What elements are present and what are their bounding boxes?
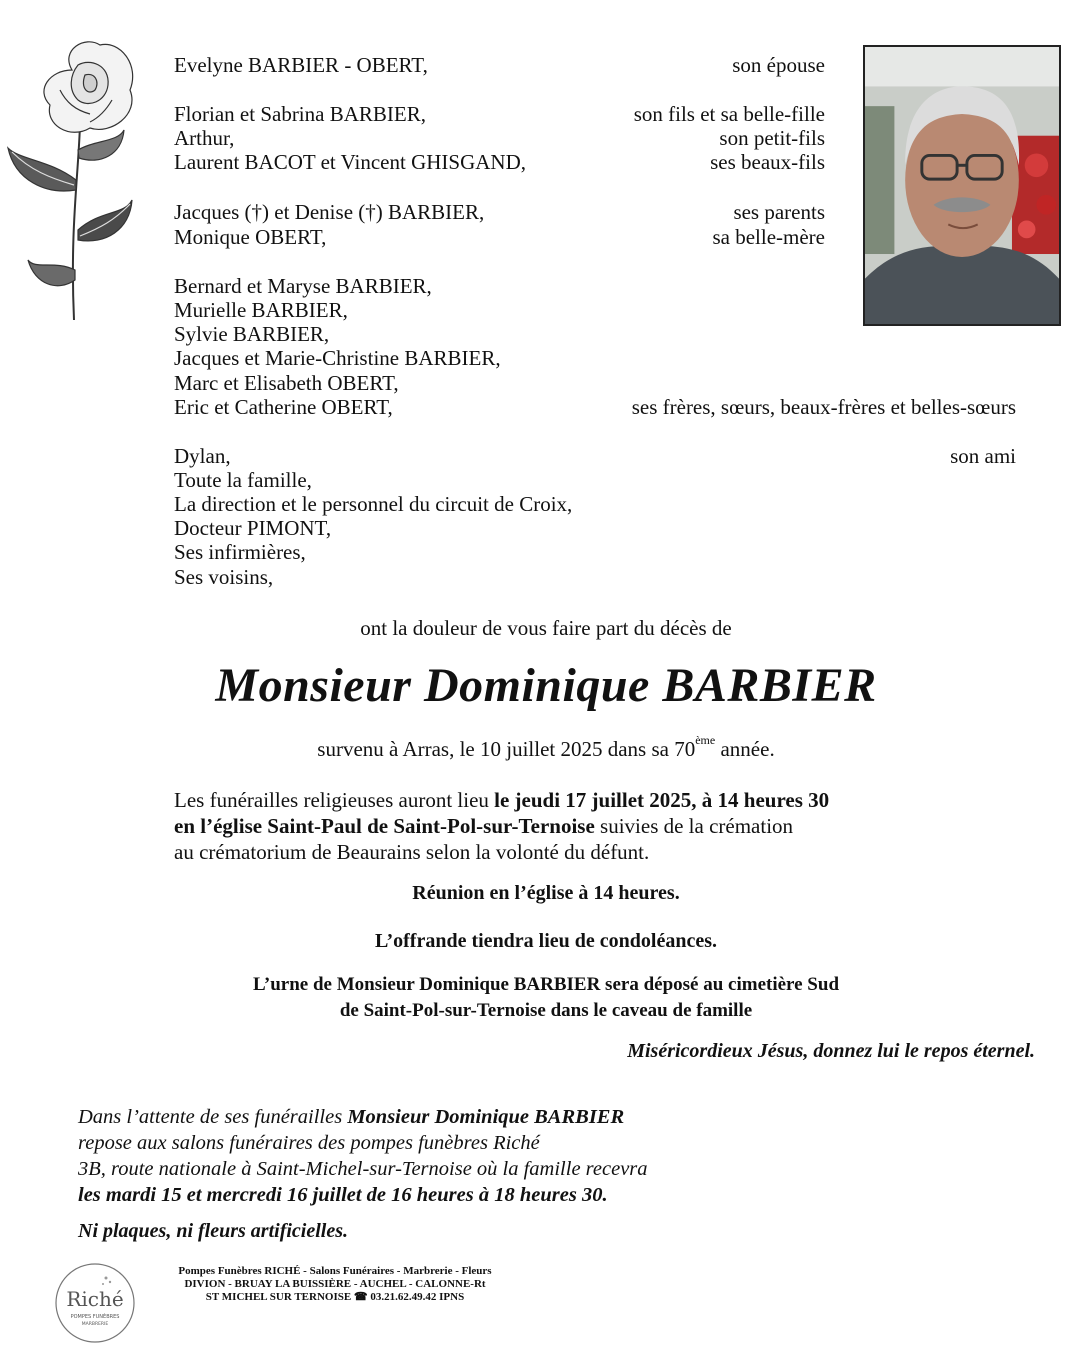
footer-line2: DIVION - BRUAY LA BUISSIÈRE - AUCHEL - CALONNE-Rt [184, 1278, 486, 1290]
family-row [174, 515, 1016, 541]
family-row [174, 491, 1016, 517]
riche-logo [54, 1262, 136, 1344]
family-name: Evelyne BARBIER - OBERT, [174, 53, 428, 77]
logo-sub2: MARBRERIE [81, 1322, 109, 1327]
family-name: Toute la famille, [174, 468, 312, 492]
family-row [174, 394, 1016, 420]
footer-line1: Pompes Funèbres RICHÉ - Salons Funéraires - Marbrerie - Fleurs [178, 1265, 492, 1277]
family-name: Murielle BARBIER, [174, 298, 348, 322]
family-name: Jacques et Marie-Christine BARBIER, [174, 346, 501, 370]
family-row [174, 224, 825, 250]
family-row [174, 370, 825, 396]
family-relation: son ami [950, 444, 1016, 468]
no-flowers-text: Ni plaques, ni fleurs artificielles. [78, 1220, 348, 1242]
family-name: Marc et Elisabeth OBERT, [174, 371, 399, 395]
family-row [174, 125, 825, 151]
deceased-name: Monsieur Dominique BARBIER [215, 659, 877, 712]
family-name: Jacques (†) et Denise (†) BARBIER, [174, 200, 485, 224]
intro-text: ont la douleur de vous faire part du décès de [360, 616, 732, 640]
family-row [174, 345, 825, 371]
logo-name: Riché [66, 1287, 124, 1311]
family-row [174, 199, 825, 225]
family-row [174, 297, 825, 323]
offrande-text: L’offrande tiendra lieu de condoléances. [374, 930, 718, 952]
family-name: Sylvie BARBIER, [174, 322, 330, 346]
family-row [174, 149, 825, 175]
family-name: Bernard et Maryse BARBIER, [174, 274, 432, 298]
family-name: Ses infirmières, [174, 540, 306, 564]
family-name: Dylan, [174, 444, 231, 468]
salons-text: Dans l’attente de ses funérailles Monsieur Dominique BARBIER repose aux salons funéraires des pompes funèbres Riché 3B, route nationale à Saint-Michel-sur-Ternoise où la famille recevra les mardi 15 et mercredi 16 juillet de 16 heures à 18 heures 30. [78, 1106, 648, 1206]
family-name: Docteur PIMONT, [174, 516, 332, 540]
family-row [174, 52, 825, 78]
reunion-text: Réunion en l’église à 14 heures. [412, 882, 680, 904]
family-row [174, 321, 825, 347]
prayer-text: Miséricordieux Jésus, donnez lui le repos éternel. [627, 1040, 1035, 1062]
urne-text: L’urne de Monsieur Dominique BARBIER sera déposé au cimetière Sud de Saint-Pol-sur-Ternoise dans le caveau de famille [252, 974, 840, 1021]
family-relation: son petit-fils [719, 126, 825, 150]
logo-sub1: POMPES FUNÈBRES [70, 1314, 120, 1320]
survenu-text: survenu à Arras, le 10 juillet 2025 dans sa 70ème année. [317, 733, 775, 761]
funeral-details: Les funérailles religieuses auront lieu le jeudi 17 juillet 2025, à 14 heures 30 en l’église Saint-Paul de Saint-Pol-sur-Ternoise suivies de la crémation au crématorium de Beaurains selon la volonté du défunt. [174, 788, 830, 864]
family-relation: son fils et sa belle-fille [633, 102, 825, 126]
portrait-photo [863, 45, 1061, 326]
family-relation: ses parents [733, 200, 825, 224]
family-name: Laurent BACOT et Vincent GHISGAND, [174, 150, 526, 174]
family-name: La direction et le personnel du circuit de Croix, [174, 492, 573, 516]
family-relation: ses beaux-fils [710, 150, 825, 174]
family-name: Monique OBERT, [174, 225, 327, 249]
family-row [174, 539, 1016, 565]
family-row [174, 443, 1016, 469]
family-name: Eric et Catherine OBERT, [174, 395, 393, 419]
family-row [174, 101, 825, 127]
family-name: Arthur, [174, 126, 235, 150]
footer-line3: ST MICHEL SUR TERNOISE ☎ 03.21.62.49.42 IPNS [205, 1291, 465, 1303]
family-name: Florian et Sabrina BARBIER, [174, 102, 426, 126]
family-row [174, 467, 1016, 493]
family-row [174, 273, 825, 299]
family-relation: son épouse [732, 53, 825, 77]
footer [140, 1265, 530, 1304]
family-row [174, 564, 1016, 590]
family-relation: sa belle-mère [712, 225, 825, 249]
family-name: Ses voisins, [174, 565, 274, 589]
family-relation: ses frères, sœurs, beaux-frères et belles-sœurs [631, 395, 1016, 419]
rose-icon [0, 30, 140, 330]
